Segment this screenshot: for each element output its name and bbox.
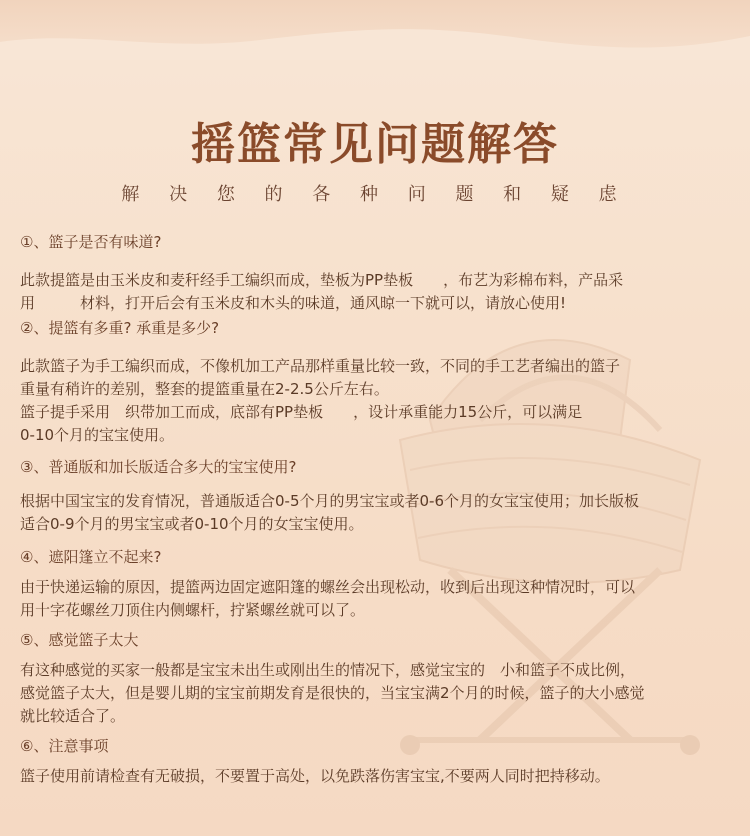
faq-item-1 — [20, 231, 735, 315]
answer-line: 重量有稍许的差别，整套的提篮重量在2-2.5公斤左右。 — [20, 380, 389, 398]
faq-answer — [20, 765, 735, 788]
faq-item-5 — [20, 629, 735, 728]
faq-question: ④、遮阳篷立不起来? — [20, 548, 162, 566]
answer-line: 感觉篮子太大，但是婴儿期的宝宝前期发育是很快的，当宝宝满2个月的时候，篮子的大小感觉 — [20, 684, 645, 702]
faq-question: ⑤、感觉篮子太大 — [20, 631, 139, 649]
answer-line: 就比较适合了。 — [20, 707, 126, 725]
answer-line: 用 材料，打开后会有玉米皮和木头的味道，通风晾一下就可以，请放心使用! — [20, 294, 567, 312]
answer-line: 此款篮子为手工编织而成，不像机加工产品那样重量比较一致，不同的手工艺者编出的篮子 — [20, 357, 621, 375]
faq-answer — [20, 355, 735, 447]
faq-item-2 — [20, 317, 735, 447]
faq-item-3 — [20, 456, 735, 536]
answer-line: 此款提篮是由玉米皮和麦秆经手工编织而成，垫板为PP垫板 ，布艺为彩棉布料，产品采 — [20, 271, 624, 289]
answer-line: 根据中国宝宝的发育情况，普通版适合0-5个月的男宝宝或者0-6个月的女宝宝使用；加长版板 — [20, 492, 640, 510]
faq-answer — [20, 490, 735, 536]
faq-item-6 — [20, 735, 735, 788]
wave-decoration — [0, 0, 750, 60]
faq-item-4 — [20, 546, 735, 622]
page-title: 摇篮常见问题解答 — [191, 119, 559, 170]
answer-line: 篮子使用前请检查有无破损，不要置于高处，以免跌落伤害宝宝,不要两人同时把持移动。 — [20, 767, 610, 785]
faq-question: ③、普通版和加长版适合多大的宝宝使用? — [20, 458, 297, 476]
faq-answer — [20, 576, 735, 622]
answer-line: 篮子提手采用 织带加工而成，底部有PP垫板 ，设计承重能力15公斤，可以满足 — [20, 403, 583, 421]
faq-question: ⑥、注意事项 — [20, 737, 109, 755]
answer-line: 适合0-9个月的男宝宝或者0-10个月的女宝宝使用。 — [20, 515, 364, 533]
faq-question: ②、提篮有多重? 承重是多少? — [20, 319, 220, 337]
answer-line: 由于快递运输的原因，提篮两边固定遮阳篷的螺丝会出现松动，收到后出现这种情况时，可以 — [20, 578, 636, 596]
faq-question: ①、篮子是否有味道? — [20, 233, 162, 251]
top-decorative-band — [0, 0, 750, 60]
faq-answer — [20, 269, 735, 315]
answer-line: 0-10个月的宝宝使用。 — [20, 426, 175, 444]
answer-line: 用十字花螺丝刀顶住内侧螺杆，拧紧螺丝就可以了。 — [20, 601, 366, 619]
faq-answer — [20, 659, 735, 728]
page-subtitle: 解 决 您 的 各 种 问 题 和 疑 虑 — [121, 184, 629, 205]
answer-line: 有这种感觉的买家一般都是宝宝未出生或刚出生的情况下，感觉宝宝的 小和篮子不成比例， — [20, 661, 636, 679]
